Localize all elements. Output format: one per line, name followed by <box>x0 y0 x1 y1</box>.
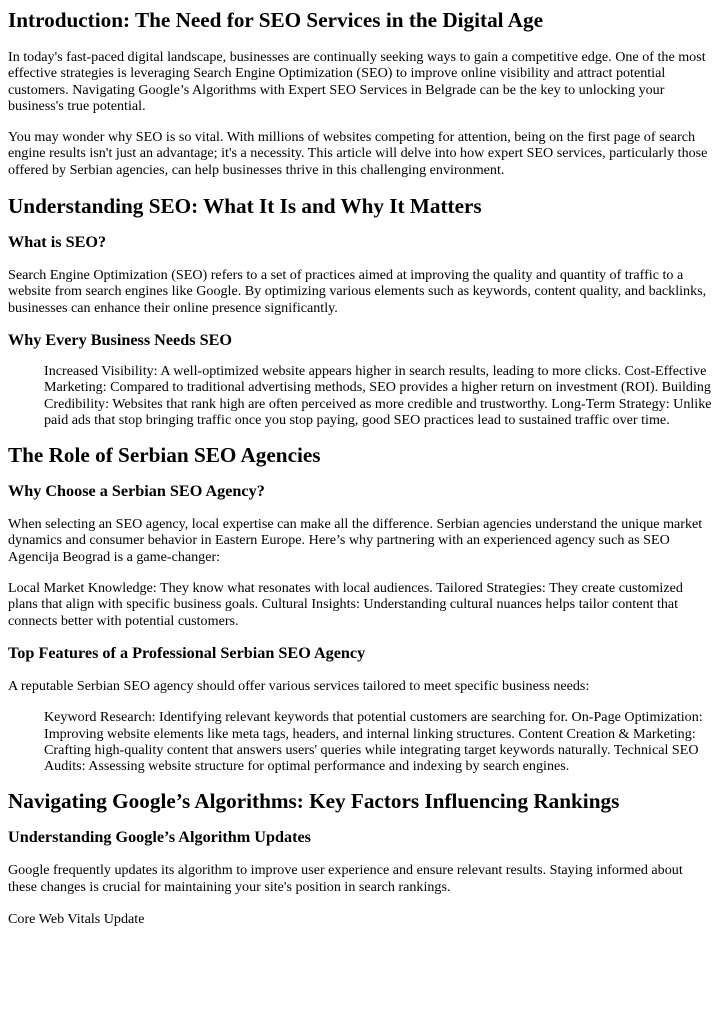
serbian-agencies-heading: The Role of Serbian SEO Agencies <box>8 443 321 468</box>
what-is-seo-heading: What is SEO? <box>8 233 107 252</box>
what-is-seo-paragraph: Search Engine Optimization (SEO) refers to a set of practices aimed at improving the quality and quantity of traffic to a website from search engines like Google. By optimizing various elements such as keywords, content quality, and backlinks, businesses can enhance their online presence significantly. <box>8 267 707 316</box>
agency-features-blockquote: Keyword Research: Identifying relevant keywords that potential customers are searching for. On-Page Optimization: Improving website elements like meta tags, headers, and internal linking structures. Content Creation & Marketing: Crafting high-quality content that answers users' queries while integrating target keywords naturally. Technical SEO Audits: Assessing website structure for optimal performance and indexing by search engines. <box>44 709 703 775</box>
navigating-algorithms-heading: Navigating Google’s Algorithms: Key Factors Influencing Rankings <box>8 789 620 814</box>
top-features-paragraph: A reputable Serbian SEO agency should offer various services tailored to meet specific business needs: <box>8 677 590 694</box>
why-every-business-heading: Why Every Business Needs SEO <box>8 330 232 349</box>
intro-paragraph-1: In today's fast-paced digital landscape, businesses are continually seeking ways to gain a competitive edge. One of the most effective strategies is leveraging Search Engine Optimization (SEO) to improve online visibility and attract potential customers. Navigating Google’s Algorithms with Expert SEO Services in Belgrade can be the key to unlocking your business's true potential. <box>8 49 706 114</box>
why-choose-heading: Why Choose a Serbian SEO Agency? <box>8 482 265 501</box>
core-web-vitals-text: Core Web Vitals Update <box>8 911 145 928</box>
intro-heading: Introduction: The Need for SEO Services in the Digital Age <box>8 8 543 32</box>
top-features-heading: Top Features of a Professional Serbian SEO Agency <box>8 643 366 662</box>
why-choose-paragraph-2: Local Market Knowledge: They know what resonates with local audiences. Tailored Strategies: They create customized plans that align with specific business goals. Cultural Insights: Understanding cultural nuances helps tailor content that connects better with potential customers. <box>8 580 683 629</box>
understanding-seo-heading: Understanding SEO: What It Is and Why It Matters <box>8 194 482 219</box>
intro-paragraph-2: You may wonder why SEO is so vital. With millions of websites competing for attention, being on the first page of search engine results isn't just an advantage; it's a necessity. This article will delve into how expert SEO services, particularly those offered by Serbian agencies, can help businesses thrive in this challenging environment. <box>8 129 708 178</box>
algorithm-updates-paragraph: Google frequently updates its algorithm to improve user experience and ensure relevant results. Staying informed about these changes is crucial for maintaining your site's position in search rankings. <box>8 862 683 895</box>
why-choose-paragraph-1: When selecting an SEO agency, local expertise can make all the difference. Serbian agencies understand the unique market dynamics and consumer behavior in Eastern Europe. Here’s why partnering with an experienced agency such as SEO Agencija Beograd is a game-changer: <box>8 516 703 565</box>
seo-benefits-blockquote: Increased Visibility: A well-optimized website appears higher in search results, leading to more clicks. Cost-Effective Marketing: Compared to traditional advertising methods, SEO provides a higher return on investment (ROI). Building Credibility: Websites that rank high are often perceived as more credible and trustworthy. Long-Term Strategy: Unlike paid ads that stop bringing traffic once you stop paying, good SEO practices lead to sustained traffic over time. <box>44 362 712 428</box>
algorithm-updates-heading: Understanding Google’s Algorithm Updates <box>8 828 311 847</box>
